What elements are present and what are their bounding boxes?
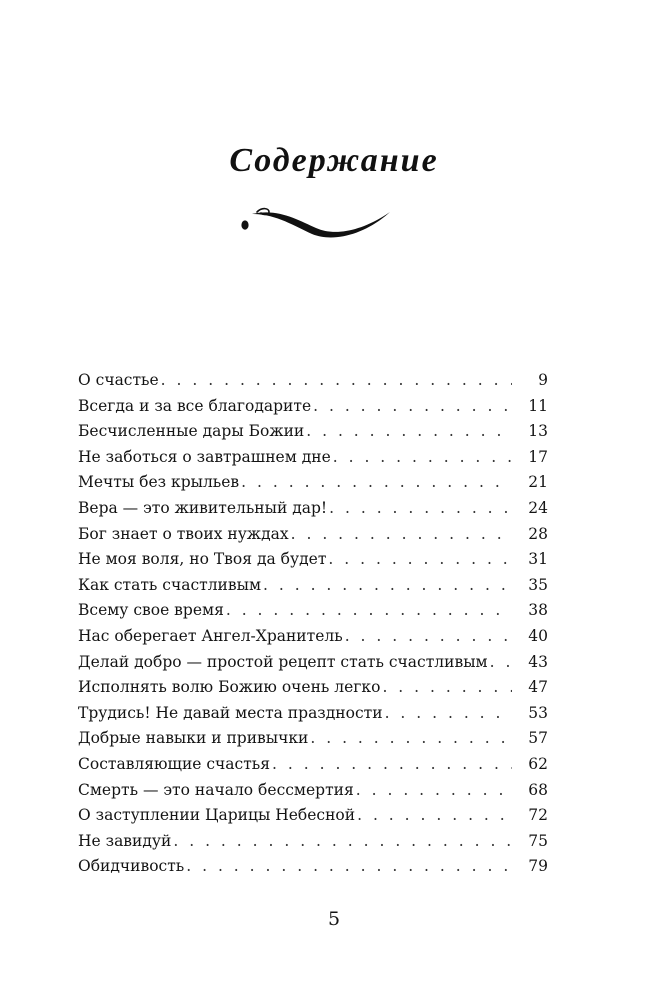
toc-entry[interactable] xyxy=(78,675,548,701)
toc-dot-leader xyxy=(186,854,512,880)
toc-dot-leader xyxy=(263,573,512,599)
toc-entry-page: 17 xyxy=(528,447,548,466)
toc-entry-title: Составляющие счастья xyxy=(78,754,271,773)
toc-entry-title: О заступлении Царицы Небесной xyxy=(78,806,356,825)
toc-entry[interactable] xyxy=(78,394,548,420)
toc-dot-leader xyxy=(333,445,512,471)
toc-entry-page: 11 xyxy=(528,396,548,415)
toc-entry[interactable] xyxy=(78,650,548,676)
toc-dot-leader xyxy=(310,726,512,752)
toc-entry[interactable] xyxy=(78,368,548,394)
toc-entry-title: Трудись! Не давай места праздности xyxy=(78,703,383,722)
table-of-contents xyxy=(78,368,548,880)
toc-entry-page: 38 xyxy=(528,601,548,620)
toc-dot-leader xyxy=(272,752,512,778)
toc-entry-title: Всегда и за все благодарите xyxy=(78,396,312,415)
toc-dot-leader xyxy=(356,778,512,804)
toc-entry-title: Делай добро — простой рецепт стать счастливым xyxy=(78,652,488,671)
toc-entry[interactable] xyxy=(78,573,548,599)
toc-dot-leader xyxy=(357,803,512,829)
toc-dot-leader xyxy=(385,701,512,727)
toc-dot-leader xyxy=(382,675,512,701)
toc-entry-page: 53 xyxy=(528,703,548,722)
toc-entry-page: 9 xyxy=(538,371,548,389)
toc-entry-title: Не моя воля, но Твоя да будет xyxy=(78,550,327,569)
toc-entry-title: Не завидуй xyxy=(78,831,172,850)
toc-entry-title: О счастье xyxy=(78,371,159,389)
toc-entry-title: Как стать счастливым xyxy=(78,575,262,594)
toc-entry-page: 21 xyxy=(528,473,548,492)
toc-entry-page: 35 xyxy=(528,575,548,594)
toc-entry-page: 31 xyxy=(528,550,548,569)
toc-entry[interactable] xyxy=(78,445,548,471)
toc-entry-title: Обидчивость xyxy=(78,857,185,876)
toc-entry[interactable] xyxy=(78,854,548,880)
toc-entry-title: Бог знает о твоих нуждах xyxy=(78,524,289,543)
toc-entry-page: 13 xyxy=(528,422,548,441)
toc-entry-title: Всему свое время xyxy=(78,601,224,620)
toc-entry-title: Мечты без крыльев xyxy=(78,473,240,492)
toc-entry-title: Не заботься о завтрашнем дне xyxy=(78,447,331,466)
toc-dot-leader xyxy=(490,650,512,676)
toc-entry-title: Вера — это живительный дар! xyxy=(78,498,328,517)
toc-entry-title: Смерть — это начало бессмертия xyxy=(78,780,354,799)
toc-entry[interactable] xyxy=(78,624,548,650)
toc-entry[interactable] xyxy=(78,752,548,778)
toc-entry-title: Исполнять волю Божию очень легко xyxy=(78,678,381,697)
toc-entry[interactable] xyxy=(78,701,548,727)
toc-entry-page: 47 xyxy=(528,678,548,697)
toc-dot-leader xyxy=(173,829,512,855)
toc-entry[interactable] xyxy=(78,419,548,445)
toc-entry-page: 28 xyxy=(528,524,548,543)
toc-entry-page: 57 xyxy=(528,729,548,748)
toc-dot-leader xyxy=(291,522,512,548)
toc-entry-page: 40 xyxy=(528,626,548,645)
toc-entry[interactable] xyxy=(78,522,548,548)
toc-dot-leader xyxy=(241,470,512,496)
toc-dot-leader xyxy=(345,624,512,650)
toc-entry-title: Добрые навыки и привычки xyxy=(78,729,309,748)
toc-dot-leader xyxy=(313,394,512,420)
toc-dot-leader xyxy=(329,496,512,522)
toc-entry-page: 68 xyxy=(528,780,548,799)
toc-entry-page: 24 xyxy=(528,498,548,517)
toc-entry[interactable] xyxy=(78,470,548,496)
toc-entry[interactable] xyxy=(78,598,548,624)
flourish-divider-icon xyxy=(236,200,396,242)
toc-dot-leader xyxy=(161,368,512,394)
toc-entry[interactable] xyxy=(78,829,548,855)
page-title: Содержание xyxy=(229,142,439,179)
toc-entry-page: 72 xyxy=(528,806,548,825)
toc-entry-title: Нас оберегает Ангел-Хранитель xyxy=(78,626,343,645)
toc-entry[interactable] xyxy=(78,496,548,522)
toc-entry-page: 62 xyxy=(528,754,548,773)
toc-entry-title: Бесчисленные дары Божии xyxy=(78,422,305,441)
toc-dot-leader xyxy=(226,598,512,624)
toc-entry[interactable] xyxy=(78,803,548,829)
page-number: 5 xyxy=(327,908,341,930)
toc-entry-page: 79 xyxy=(528,857,548,876)
toc-entry[interactable] xyxy=(78,547,548,573)
toc-entry-page: 75 xyxy=(528,831,548,850)
toc-entry[interactable] xyxy=(78,778,548,804)
toc-entry[interactable] xyxy=(78,726,548,752)
toc-dot-leader xyxy=(306,419,512,445)
toc-entry-page: 43 xyxy=(528,652,548,671)
toc-dot-leader xyxy=(328,547,512,573)
